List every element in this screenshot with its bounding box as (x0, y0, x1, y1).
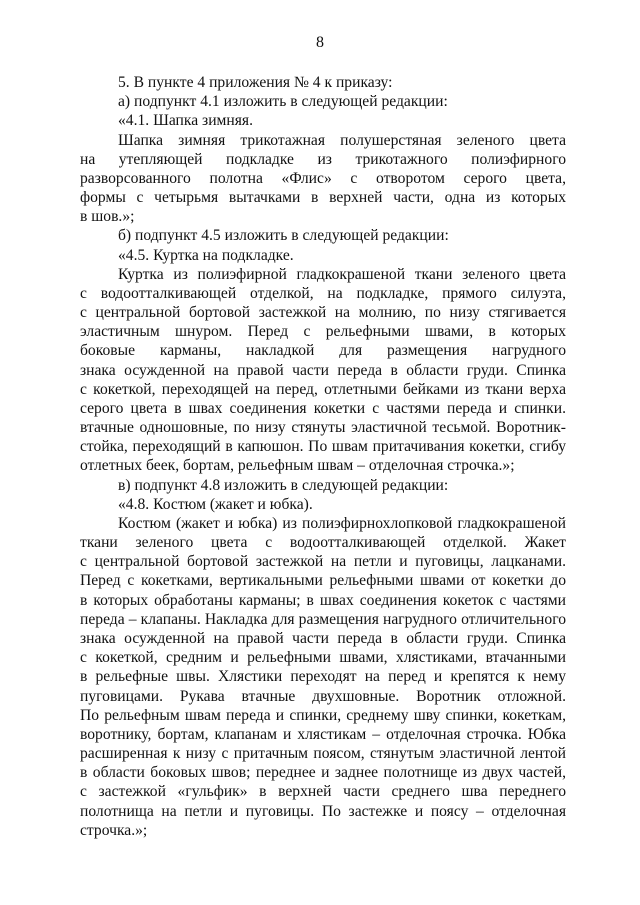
paragraph (80, 131, 566, 227)
text-line: с кокеткой, переходящей на перед, отлетными бейками из ткани верха (80, 380, 566, 398)
paragraph (80, 92, 566, 111)
text-line: «4.1. Шапка зимняя. (118, 112, 253, 130)
text-line: б) подпункт 4.5 изложить в следующей редакции: (118, 227, 449, 245)
paragraph (80, 476, 566, 495)
text-line: с центральной бортовой застежкой на молнию, по низу стягивается (80, 304, 566, 322)
paragraph (80, 111, 566, 130)
text-line: с центральной бортовой застежкой на петли и пуговицы, лацканами. (80, 553, 566, 571)
text-line: на утепляющей подкладке из трикотажного полиэфирного (80, 150, 566, 168)
text-line: эластичным шнуром. Перед с рельефными швами, в которых (80, 323, 566, 341)
text-line: ткани зеленого цвета с водоотталкивающей отделкой. Жакет (80, 534, 566, 552)
text-line: переда – клапаны. Накладка для размещения нагрудного отличительного (80, 610, 566, 628)
text-line: расширенная к низу с притачным поясом, стянутым эластичной лентой (80, 745, 566, 763)
text-line: Костюм (жакет и юбка) из полиэфирнохлопковой гладкокрашеной (118, 514, 566, 532)
text-line: с водоотталкивающей отделкой, на подкладке, прямого силуэта, (80, 284, 566, 302)
document-body (80, 73, 566, 840)
text-line: стойка, переходящий в капюшон. По швам притачивания кокетки, сгибу (80, 438, 566, 456)
text-line: в которых обработаны карманы; в швах соединения кокеток с частями (80, 591, 566, 609)
text-line: отлетных беек, бортам, рельефным швам – отделочная строчка.»; (80, 457, 515, 475)
text-line: пуговицами. Рукава втачные двухшовные. Воротник отложной. (80, 687, 566, 705)
paragraph (80, 514, 566, 840)
text-line: серого цвета в швах соединения кокетки с частями переда и спинки. (80, 399, 566, 417)
paragraph (80, 265, 566, 476)
text-line: боковые карманы, накладкой для размещения нагрудного (80, 342, 566, 360)
text-line: Шапка зимняя трикотажная полушерстяная зеленого цвета (118, 131, 566, 149)
text-line: Перед с кокетками, вертикальными рельефными швами от кокетки до (80, 572, 566, 590)
paragraph (80, 73, 566, 92)
text-line: строчка.»; (80, 821, 148, 839)
paragraph (80, 226, 566, 245)
text-line: знака осужденной на правой части переда в области груди. Спинка (80, 361, 566, 379)
text-line: с застежкой «гульфик» в верхней части среднего шва переднего (80, 783, 566, 801)
text-line: а) подпункт 4.1 изложить в следующей редакции: (118, 93, 448, 111)
text-line: разворсованного полотна «Флис» с отворотом серого цвета, (80, 169, 566, 187)
paragraph (80, 495, 566, 514)
text-line: знака осужденной на правой части переда в области груди. Спинка (80, 629, 566, 647)
text-line: «4.8. Костюм (жакет и юбка). (118, 495, 313, 513)
text-line: в) подпункт 4.8 изложить в следующей редакции: (118, 476, 449, 494)
text-line: втачные одношовные, по низу стянуты эластичной тесьмой. Воротник- (80, 419, 566, 437)
page-number: 8 (316, 34, 324, 51)
text-line: 5. В пункте 4 приложения № 4 к приказу: (118, 74, 393, 91)
text-line: в шов.»; (80, 208, 135, 226)
text-line: в области боковых швов; переднее и заднее полотнище из двух частей, (80, 764, 566, 782)
text-line: По рельефным швам переда и спинки, среднему шву спинки, кокеткам, (80, 706, 566, 724)
text-line: в рельефные швы. Хлястики переходят на перед и крепятся к нему (80, 668, 566, 686)
text-line: с кокеткой, средним и рельефными швами, хлястиками, втачанными (80, 649, 566, 667)
text-line: Куртка из полиэфирной гладкокрашеной ткани зеленого цвета (118, 265, 566, 283)
paragraph (80, 246, 566, 265)
text-line: формы с четырьмя вытачками в верхней части, одна из которых (80, 189, 566, 207)
text-line: «4.5. Куртка на подкладке. (118, 246, 294, 264)
text-line: воротнику, бортам, клапанам и хлястикам – отделочная строчка. Юбка (80, 725, 566, 743)
text-line: полотнища на петли и пуговицы. По застежке и поясу – отделочная (80, 802, 566, 820)
